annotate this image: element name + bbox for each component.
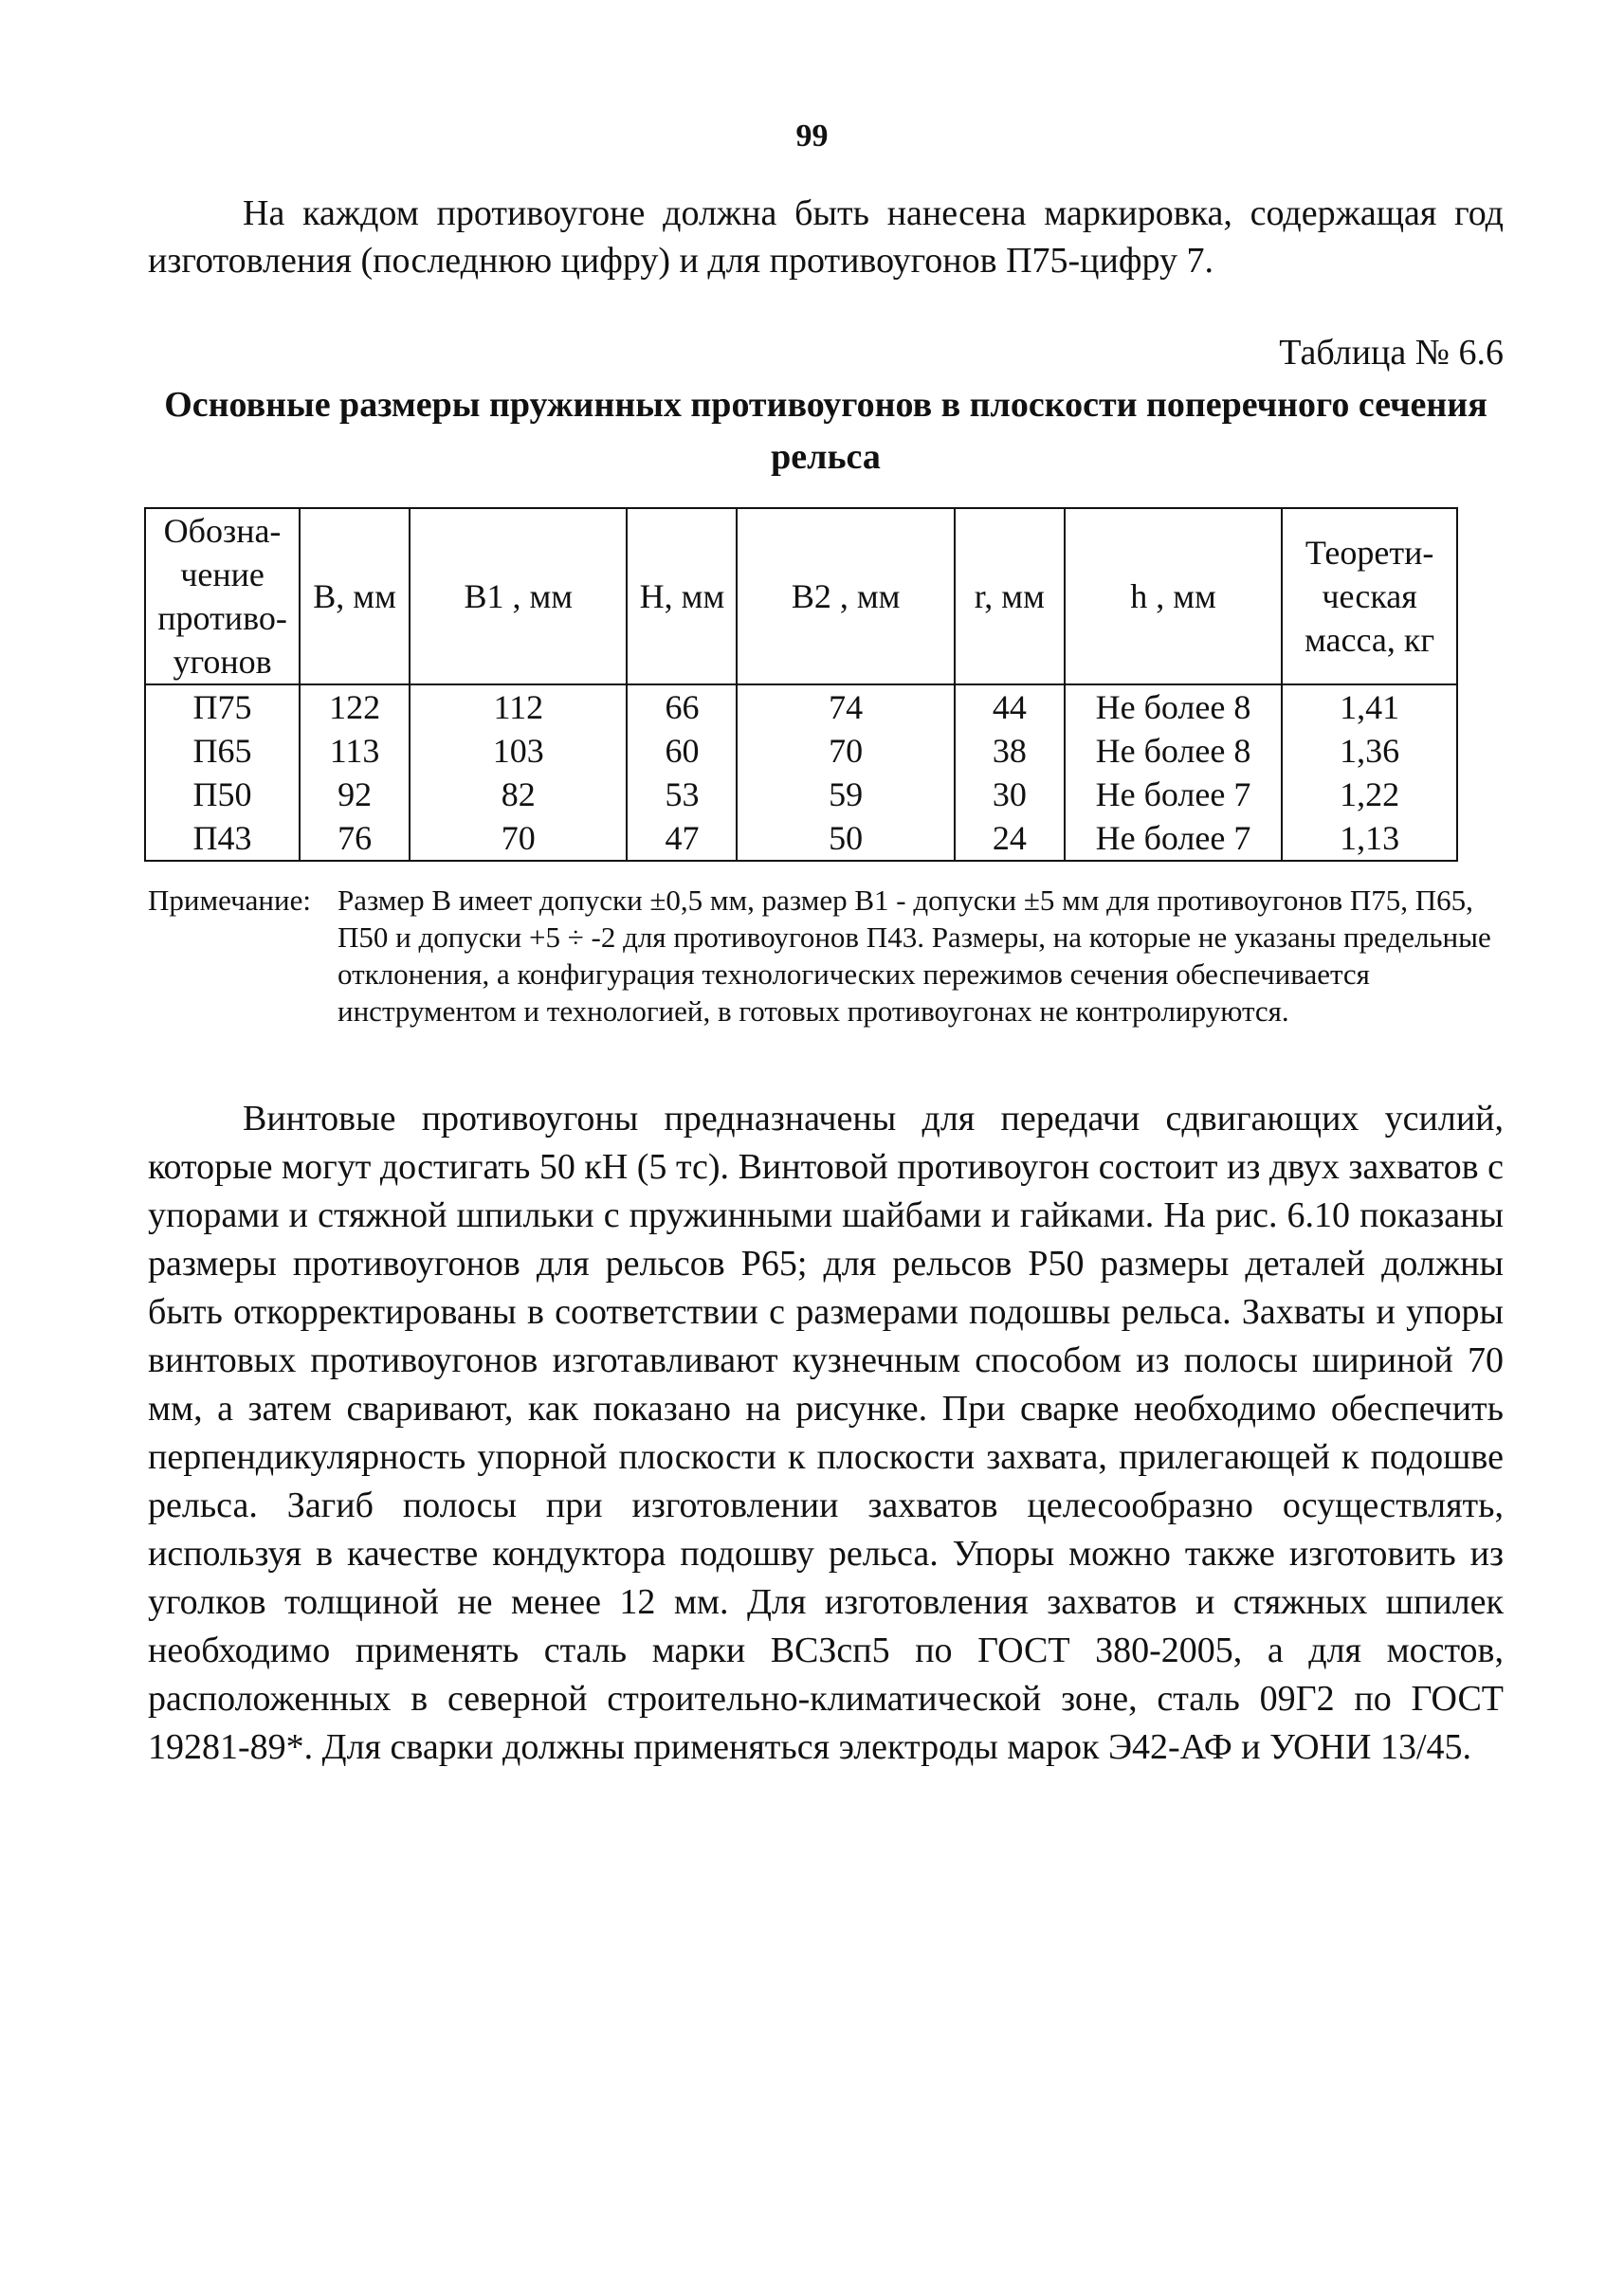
table-cell: 38 [955,729,1065,773]
table-cell: 44 [955,684,1065,729]
table-cell: Не более 7 [1065,773,1282,816]
table-row [145,816,1457,861]
body-paragraph: Винтовые противоугоны предназначены для передачи сдвигающих усилий, которые могут достигать 50 кН (5 тс). Винтовой противоугон состоит из двух захватов с упорами и стяжной шпильки с пружинными шайбами и гайками. На рис. 6.10 показаны размеры противоугонов для рельсов Р65; для рельсов Р50 размеры деталей должны быть откорректированы в соответствии с размерами подошвы рельса. Захваты и упоры винтовых противоугонов изготавливают кузнечным способом из полосы шириной 70 мм, а затем сваривают, как показано на рисунке. При сварке необходимо обеспечить перпендикулярность упорной плоскости к плоскости захвата, прилегающей к подошве рельса. Загиб полосы при изготовлении захватов целесообразно осуществлять, используя в качестве кондуктора подошву рельса. Упоры можно также изготовить из уголков толщиной не менее 12 мм. Для изготовления захватов и стяжных шпилек необходимо применять сталь марки ВСЗсп5 по ГОСТ 380-2005, а для мостов, расположенных в северной строительно-климатической зоне, сталь 09Г2 по ГОСТ 19281-89*. Для сварки должны применяться электроды марок Э42-АФ и УОНИ 13/45. [148,1099,1504,1767]
table-label: Таблица № 6.6 [1279,333,1504,373]
header-h: H, мм [627,508,737,684]
table-cell: 82 [410,773,627,816]
table-cell: 60 [627,729,737,773]
table-cell: 112 [410,684,627,729]
header-r: r, мм [955,508,1065,684]
table-cell: 59 [737,773,954,816]
table-cell: П43 [145,816,300,861]
table-cell: 74 [737,684,954,729]
table-cell: П65 [145,729,300,773]
table-cell: 24 [955,816,1065,861]
table-row [145,773,1457,816]
intro-paragraph: На каждом противоугоне должна быть нанесена маркировка, содержащая год изготовления (последнюю цифру) и для противоугонов П75-цифру 7. [148,193,1504,281]
header-designation: Обозна-чение противо-угонов [145,508,300,684]
dimensions-table [144,507,1458,862]
page-number: 99 [795,118,829,154]
table-cell: 122 [300,684,410,729]
table-row [145,684,1457,729]
table-cell: Не более 7 [1065,816,1282,861]
table-cell: П75 [145,684,300,729]
table-cell: П50 [145,773,300,816]
table-cell: 92 [300,773,410,816]
table-cell: 1,22 [1282,773,1457,816]
table-cell: 53 [627,773,737,816]
header-b1: B1 , мм [410,508,627,684]
table-cell: 1,36 [1282,729,1457,773]
note-label: Примечание: [148,884,311,917]
table-cell: Не более 8 [1065,684,1282,729]
table-cell: 70 [410,816,627,861]
table-header-row [145,508,1457,684]
table-cell: 70 [737,729,954,773]
table-cell: 1,13 [1282,816,1457,861]
header-h-small: h , мм [1065,508,1282,684]
table-title: Основные размеры пружинных противоугонов в плоскости поперечного сечения рельса [164,385,1487,477]
table-cell: 1,41 [1282,684,1457,729]
table-cell: 47 [627,816,737,861]
header-b2: B2 , мм [737,508,954,684]
header-b: B, мм [300,508,410,684]
table-cell: 76 [300,816,410,861]
table-row [145,729,1457,773]
table-cell: 50 [737,816,954,861]
note-text: Размер B имеет допуски ±0,5 мм, размер B1 - допуски ±5 мм для противоугонов П75, П65, П50 и допуски +5 ÷ -2 для противоугонов П43. Размеры, на которые не указаны предельные отклонения, а конфигурация технологических пережимов сечения обеспечивается инструментом и технологией, в готовых противоугонах не контролируются. [338,884,1491,1028]
table-note [148,882,1504,1030]
header-mass: Теорети-ческая масса, кг [1282,508,1457,684]
table-cell: 66 [627,684,737,729]
table-cell: 103 [410,729,627,773]
table-cell: 113 [300,729,410,773]
table-cell: 30 [955,773,1065,816]
table-cell: Не более 8 [1065,729,1282,773]
